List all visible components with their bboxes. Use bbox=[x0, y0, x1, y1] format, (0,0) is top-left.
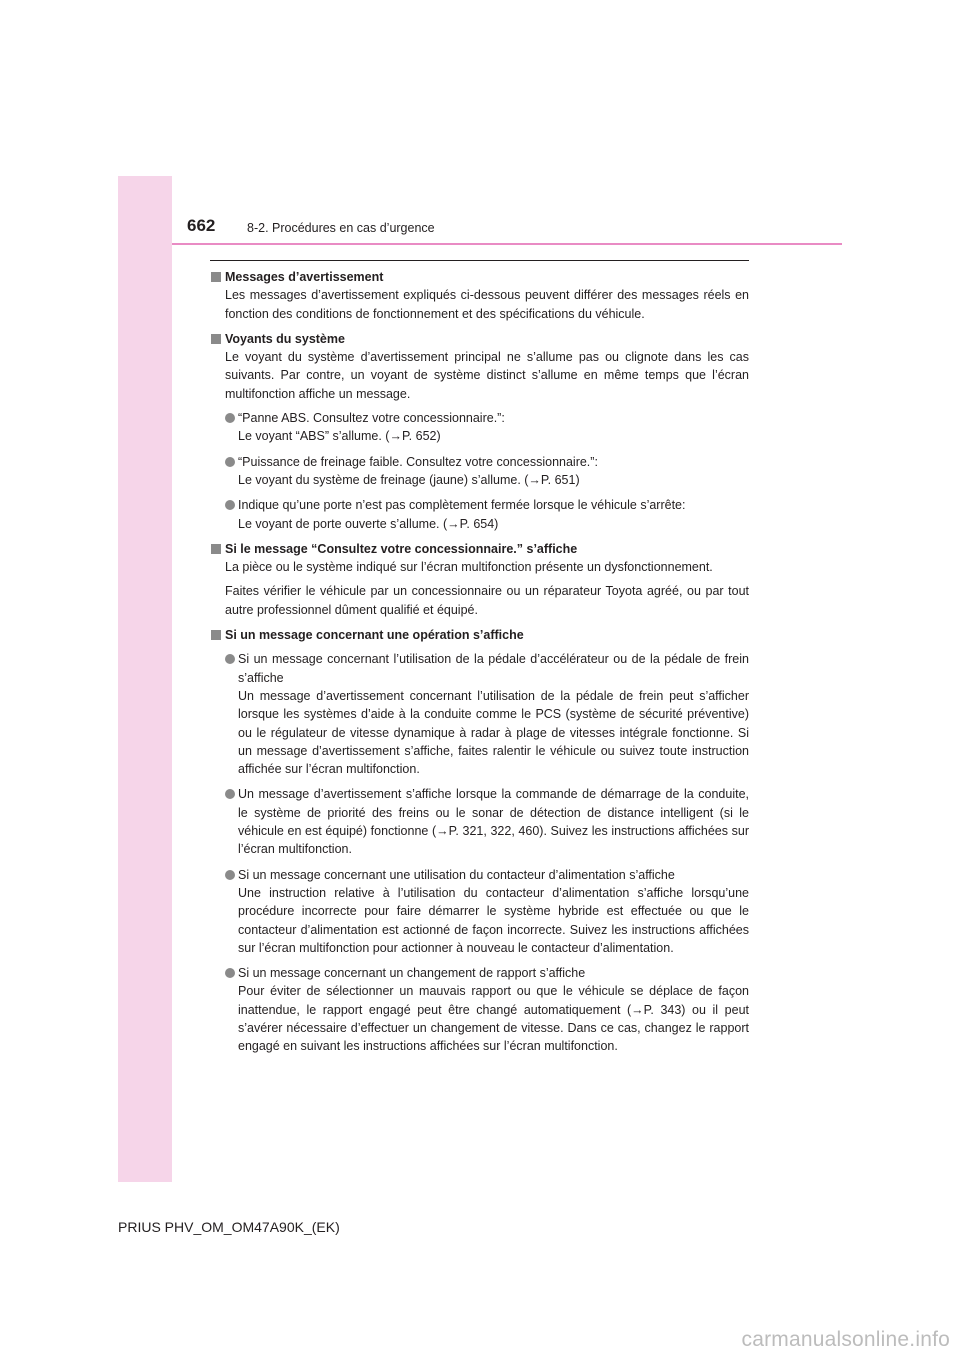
section-paragraph: Les messages d’avertissement expliqués ci-dessous peuvent différer des messages réels en fonction des conditions de fonctionnement et des spécifications du véhicule. bbox=[225, 288, 749, 321]
square-bullet-icon bbox=[211, 272, 221, 282]
bullet-line: Si un message concernant une utilisation du contacteur d’alimentation s’affiche bbox=[238, 867, 675, 882]
section-paragraph: Le voyant du système d’avertissement principal ne s’allume pas ou clignote dans les cas suivants. Par contre, un voyant de système distinct s’allume en même temps que l’écran multifonction affiche un message. bbox=[225, 350, 749, 401]
section-heading: Si le message “Consultez votre concessionnaire.” s’affiche bbox=[225, 541, 578, 556]
round-bullet-icon bbox=[225, 413, 235, 423]
bullet-line: Si un message concernant un changement de rapport s’affiche bbox=[238, 966, 586, 981]
bullet-line: Le voyant du système de freinage (jaune) s’allume. (→P. 651) bbox=[238, 472, 580, 487]
page-content bbox=[210, 268, 749, 1063]
round-bullet-icon bbox=[225, 500, 235, 510]
content-top-rule bbox=[210, 260, 749, 261]
watermark: carmanualsonline.info bbox=[741, 1328, 950, 1351]
list-item bbox=[225, 496, 749, 533]
section-message-operation bbox=[210, 626, 749, 1056]
bullet-line: Un message d’avertissement s’affiche lorsque la commande de démarrage de la conduite, le système de priorité des freins ou le sonar de détection de distance intelligent (si le véhicule en est équipé) fonctionne (→P. 321, 322, 460). Suivez les instructions affichées sur l’écran multifonction. bbox=[238, 787, 749, 857]
round-bullet-icon bbox=[225, 654, 235, 664]
section-paragraph: Faites vérifier le véhicule par un concessionnaire ou un réparateur Toyota agréé, ou par tout autre professionnel dûment qualifié et équipé. bbox=[225, 584, 749, 617]
square-bullet-icon bbox=[211, 630, 221, 640]
round-bullet-icon bbox=[225, 457, 235, 467]
bullet-line: Un message d’avertissement concernant l’utilisation de la pédale de frein peut s’afficher lorsque les systèmes d’aide à la conduite comme le PCS (système de sécurité préventive) ou le régulateur de vitesse dynamique à radar à plage de vitesses intégrale fonctionne. Si un message d’avertissement s’affiche, faites ralentir le véhicule ou suivez toute instruction affichée sur l’écran multifonction. bbox=[238, 688, 749, 777]
section-paragraph: La pièce ou le système indiqué sur l’écran multifonction présente un dysfonctionnement. bbox=[225, 560, 713, 575]
bullet-line: Une instruction relative à l’utilisation du contacteur d’alimentation s’affiche lorsqu’une procédure incorrecte pour faire démarrer le système hybride est effectuée ou que le contacteur d’alimentation est actionné de façon incorrecte. Suivez les instructions affichées sur l’écran multifonction pour actionner à nouveau le contacteur d’alimentation. bbox=[238, 885, 749, 955]
list-item bbox=[225, 650, 749, 778]
square-bullet-icon bbox=[211, 544, 221, 554]
bullet-line: Le voyant “ABS” s’allume. (→P. 652) bbox=[238, 429, 441, 444]
list-item bbox=[225, 409, 749, 446]
section-voyants-systeme bbox=[210, 330, 749, 533]
list-item bbox=[225, 964, 749, 1055]
section-heading: Si un message concernant une opération s’affiche bbox=[225, 628, 524, 643]
round-bullet-icon bbox=[225, 870, 235, 880]
section-tab-sidebar bbox=[118, 176, 172, 1182]
bullet-line: Le voyant de porte ouverte s’allume. (→P. 654) bbox=[238, 516, 499, 531]
bullet-line: Pour éviter de sélectionner un mauvais rapport ou que le véhicule se déplace de façon inattendue, le rapport engagé peut être changé automatiquement (→P. 343) ou il peut s’avérer nécessaire d’effectuer un changement de vitesse. Dans ce cas, changez le rapport engagé en suivant les instructions affichées sur l’écran multifonction. bbox=[238, 984, 749, 1054]
bullet-line: Si un message concernant l’utilisation de la pédale d’accélérateur ou de la pédale de frein s’affiche bbox=[238, 652, 749, 685]
section-consultez-concessionnaire bbox=[210, 540, 749, 619]
section-messages-avertissement bbox=[210, 268, 749, 323]
round-bullet-icon bbox=[225, 789, 235, 799]
bullet-line: “Panne ABS. Consultez votre concessionnaire.”: bbox=[238, 411, 505, 426]
round-bullet-icon bbox=[225, 968, 235, 978]
section-heading: Voyants du système bbox=[225, 331, 345, 346]
square-bullet-icon bbox=[211, 334, 221, 344]
chapter-title: 8-2. Procédures en cas d’urgence bbox=[247, 221, 435, 235]
bullet-line: Indique qu’une porte n’est pas complètement fermée lorsque le véhicule s’arrête: bbox=[238, 498, 686, 513]
footer-model-code: PRIUS PHV_OM_OM47A90K_(EK) bbox=[118, 1219, 340, 1235]
header-rule bbox=[172, 243, 842, 245]
section-heading: Messages d’avertissement bbox=[225, 270, 384, 284]
list-item bbox=[225, 866, 749, 957]
list-item bbox=[225, 785, 749, 858]
list-item bbox=[225, 453, 749, 490]
bullet-line: “Puissance de freinage faible. Consultez votre concessionnaire.”: bbox=[238, 454, 598, 469]
page-number: 662 bbox=[187, 216, 216, 235]
